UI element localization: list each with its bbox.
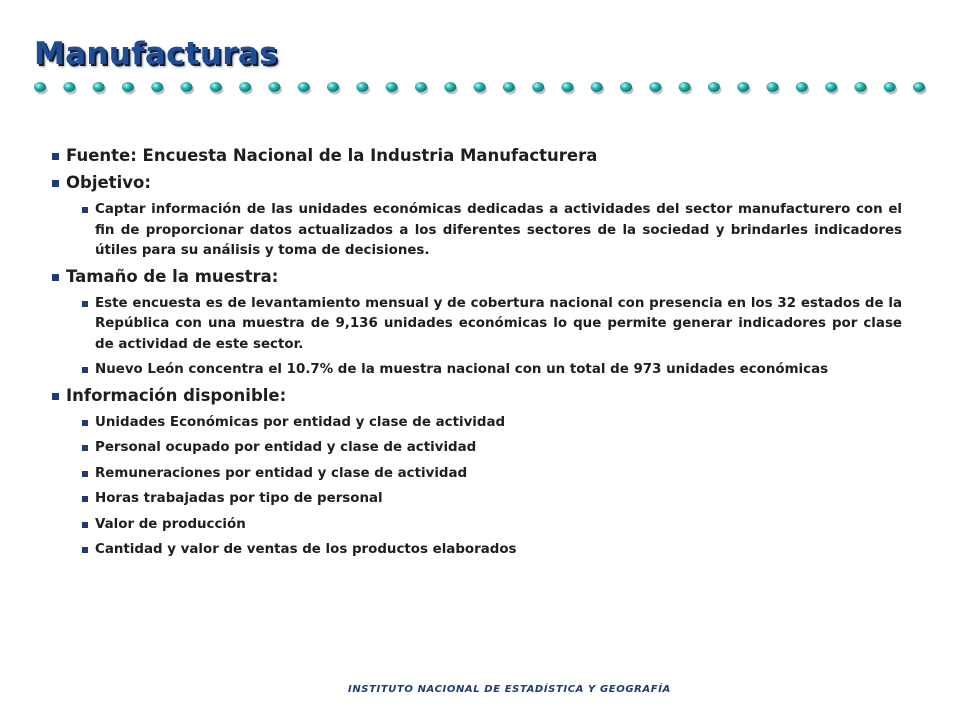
bullet-tamano — [52, 267, 902, 287]
teal-dot — [386, 82, 398, 92]
teal-dot — [444, 82, 456, 92]
teal-dot — [825, 82, 837, 92]
decorative-dot-rule — [30, 76, 940, 100]
square-bullet-icon — [82, 207, 88, 213]
teal-dot — [503, 82, 515, 92]
bullet-text: Objetivo: — [66, 173, 151, 192]
sub-bullet — [52, 200, 902, 262]
teal-dot — [268, 82, 280, 92]
bullet-fuente — [52, 146, 902, 166]
square-bullet-icon — [52, 393, 59, 400]
sub-bullet — [52, 438, 902, 459]
footer-institution: INSTITUTO NACIONAL DE ESTADÍSTICA Y GEOGRAFÍA — [348, 684, 671, 695]
teal-dot — [239, 82, 251, 92]
teal-dot — [620, 82, 632, 92]
sub-bullet — [52, 489, 902, 510]
square-bullet-icon — [82, 301, 88, 307]
square-bullet-icon — [52, 274, 59, 281]
teal-dot — [561, 82, 573, 92]
teal-dot — [854, 82, 866, 92]
bullet-text: Fuente: Encuesta Nacional de la Industria Manufacturera — [66, 146, 598, 165]
teal-dot — [415, 82, 427, 92]
square-bullet-icon — [82, 496, 88, 502]
sub-bullet-text: Personal ocupado por entidad y clase de actividad — [95, 440, 477, 455]
sub-bullet — [52, 360, 902, 381]
bullet-objetivo — [52, 173, 902, 193]
page-title: Manufacturas — [34, 36, 278, 72]
square-bullet-icon — [82, 547, 88, 553]
bullet-text: Tamaño de la muestra: — [66, 266, 279, 286]
teal-dot — [298, 82, 310, 92]
bullet-informacion — [52, 386, 902, 406]
square-bullet-icon — [82, 445, 88, 451]
sub-bullet-text: Este encuesta es de levantamiento mensual y de cobertura nacional con presencia en los 32 estados de la República con una muestra de 9,136 unidades económicas lo que permite generar indicadores por clase de actividad de este sector. — [95, 295, 902, 352]
sub-bullet-text: Remuneraciones por entidad y clase de actividad — [95, 465, 468, 481]
teal-dot — [679, 82, 691, 92]
teal-dot — [767, 82, 779, 92]
teal-dot — [708, 82, 720, 92]
sub-bullet-text: Cantidad y valor de ventas de los productos elaborados — [95, 542, 517, 557]
teal-dot — [63, 82, 75, 92]
teal-dot — [474, 82, 486, 92]
teal-dot — [532, 82, 544, 92]
square-bullet-icon — [82, 522, 88, 528]
sub-bullet — [52, 540, 902, 561]
teal-dot — [649, 82, 661, 92]
sub-bullet-text: Unidades Económicas por entidad y clase de actividad — [95, 414, 506, 430]
sub-bullet-text: Valor de producción — [95, 516, 246, 532]
sub-bullet — [52, 294, 902, 356]
sub-bullet — [52, 413, 902, 434]
square-bullet-icon — [52, 180, 59, 187]
bullet-text: Información disponible: — [66, 385, 287, 405]
teal-dot — [151, 82, 163, 92]
teal-dot — [122, 82, 134, 92]
teal-dot — [737, 82, 749, 92]
teal-dot — [181, 82, 193, 92]
teal-dot — [591, 82, 603, 92]
square-bullet-icon — [82, 420, 88, 426]
square-bullet-icon — [52, 153, 59, 160]
teal-dot — [34, 82, 46, 92]
square-bullet-icon — [82, 471, 88, 477]
sub-bullet — [52, 515, 902, 536]
teal-dot — [93, 82, 105, 92]
teal-dot — [210, 82, 222, 92]
sub-bullet-text: Horas trabajadas por tipo de personal — [95, 491, 383, 506]
square-bullet-icon — [82, 367, 88, 373]
teal-dot — [796, 82, 808, 92]
sub-bullet — [52, 464, 902, 485]
teal-dot — [356, 82, 368, 92]
sub-bullet-text: Captar información de las unidades económicas dedicadas a actividades del sector manufacturero con el fin de proporcionar datos actualizados a los diferentes sectores de la sociedad y brindarles indicadores útiles para su análisis y toma de decisiones. — [95, 202, 902, 258]
teal-dot — [913, 82, 925, 92]
content-body — [52, 146, 902, 566]
teal-dot — [884, 82, 896, 92]
teal-dot — [327, 82, 339, 92]
sub-bullet-text: Nuevo León concentra el 10.7% de la muestra nacional con un total de 973 unidades económicas — [95, 362, 829, 377]
